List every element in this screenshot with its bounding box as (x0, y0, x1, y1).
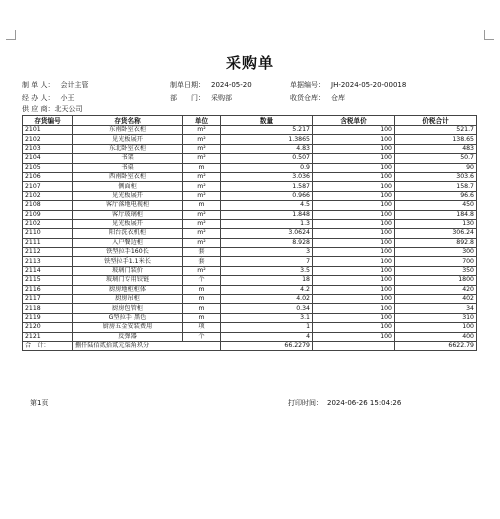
table-body (23, 126, 477, 342)
creator-field (22, 80, 88, 90)
handler-value: 小王 (60, 94, 75, 102)
item-unit-price: 100 (313, 144, 395, 153)
total-amount-in-words: 捌仟陆佰贰拾贰元柒角玖分 (73, 341, 221, 350)
item-quantity: 3.036 (221, 172, 313, 181)
page-number: 第1页 (30, 399, 49, 407)
item-name: 厨房包管柜 (73, 304, 183, 313)
item-quantity: 0.9 (221, 163, 313, 172)
item-name: 铁型拉手160长 (73, 248, 183, 257)
item-quantity: 4.02 (221, 295, 313, 304)
table-row (23, 219, 477, 228)
table-row (23, 285, 477, 294)
item-quantity: 4.2 (221, 285, 313, 294)
column-header: 单位 (183, 116, 221, 126)
item-unit-price: 100 (313, 295, 395, 304)
item-amount: 420 (395, 285, 477, 294)
item-quantity: 1.848 (221, 210, 313, 219)
item-amount: 400 (395, 332, 477, 341)
item-quantity: 3 (221, 248, 313, 257)
item-amount: 130 (395, 219, 477, 228)
item-unit-price: 100 (313, 172, 395, 181)
item-unit-price: 100 (313, 182, 395, 191)
total-label: 合 计： (23, 341, 73, 350)
item-code: 2111 (23, 238, 73, 247)
table-row (23, 210, 477, 219)
total-empty-cell (313, 341, 395, 350)
supplier-label: 供 应 商： (22, 105, 55, 113)
item-amount: 34 (395, 304, 477, 313)
item-unit: 套 (183, 248, 221, 257)
item-unit: m² (183, 229, 221, 238)
item-unit-price: 100 (313, 219, 395, 228)
date-field (170, 80, 252, 90)
item-amount: 50.7 (395, 154, 477, 163)
column-header: 数量 (221, 116, 313, 126)
item-unit: m² (183, 144, 221, 153)
item-name: 西南卧室衣柜 (73, 172, 183, 181)
item-unit-price: 100 (313, 285, 395, 294)
item-unit: m (183, 201, 221, 210)
item-code: 2104 (23, 154, 73, 163)
item-amount: 303.6 (395, 172, 477, 181)
item-quantity: 7 (221, 257, 313, 266)
item-unit-price: 100 (313, 229, 395, 238)
table-row (23, 229, 477, 238)
table-row (23, 172, 477, 181)
table-row (23, 182, 477, 191)
item-unit-price: 100 (313, 313, 395, 322)
item-code: 2108 (23, 201, 73, 210)
item-amount: 310 (395, 313, 477, 322)
item-unit: m² (183, 135, 221, 144)
item-quantity: 4.5 (221, 201, 313, 210)
page-corner-mark-right (484, 30, 494, 40)
table-total-row (23, 341, 477, 350)
item-name: 书架 (73, 154, 183, 163)
warehouse-label: 收货仓库： (290, 94, 325, 102)
total-amount: 6622.79 (395, 341, 477, 350)
item-amount: 90 (395, 163, 477, 172)
item-name: 玻璃门装价 (73, 266, 183, 275)
item-name: 玻璃门专用铰链 (73, 276, 183, 285)
item-unit: m (183, 313, 221, 322)
item-quantity: 8.928 (221, 238, 313, 247)
item-code: 2102 (23, 219, 73, 228)
item-amount: 450 (395, 201, 477, 210)
item-quantity: 0.507 (221, 154, 313, 163)
table-row (23, 126, 477, 135)
item-unit: 套 (183, 257, 221, 266)
supplier-value: 北天公司 (54, 105, 83, 113)
item-amount: 483 (395, 144, 477, 153)
handler-field (22, 93, 74, 103)
item-amount: 1800 (395, 276, 477, 285)
date-label: 制单日期： (170, 81, 205, 89)
table-row (23, 135, 477, 144)
item-code: 2113 (23, 257, 73, 266)
creator-value: 会计主管 (60, 81, 89, 89)
item-amount: 700 (395, 257, 477, 266)
print-time-field (288, 398, 401, 408)
item-quantity: 1.587 (221, 182, 313, 191)
item-name: 见光板展开 (73, 191, 183, 200)
item-unit-price: 100 (313, 135, 395, 144)
item-unit: m² (183, 126, 221, 135)
item-code: 2119 (23, 313, 73, 322)
total-quantity: 66.2279 (221, 341, 313, 350)
item-name: 侧面柜 (73, 182, 183, 191)
item-unit: m² (183, 219, 221, 228)
item-amount: 96.6 (395, 191, 477, 200)
item-amount: 184.8 (395, 210, 477, 219)
warehouse-field (290, 93, 345, 103)
table-row (23, 304, 477, 313)
item-quantity: 4.83 (221, 144, 313, 153)
item-quantity: 1.3 (221, 219, 313, 228)
item-unit: m² (183, 191, 221, 200)
item-unit-price: 100 (313, 248, 395, 257)
item-unit: m (183, 295, 221, 304)
item-unit-price: 100 (313, 210, 395, 219)
handler-label: 经 办 人： (22, 94, 55, 102)
item-code: 2107 (23, 182, 73, 191)
item-code: 2112 (23, 248, 73, 257)
warehouse-value: 仓库 (331, 94, 345, 102)
item-name: 客厅玻璃柜 (73, 210, 183, 219)
item-unit: m² (183, 266, 221, 275)
purchase-items-table (22, 115, 477, 351)
item-code: 2115 (23, 276, 73, 285)
table-row (23, 191, 477, 200)
item-code: 2102 (23, 191, 73, 200)
table-row (23, 144, 477, 153)
item-unit: m² (183, 154, 221, 163)
item-name: 入户餐边柜 (73, 238, 183, 247)
item-amount: 158.7 (395, 182, 477, 191)
item-quantity: 0.966 (221, 191, 313, 200)
item-name: 厨房地柜柜体 (73, 285, 183, 294)
item-code: 2114 (23, 266, 73, 275)
item-code: 2106 (23, 172, 73, 181)
item-name: 厨房五金安装费用 (73, 323, 183, 332)
item-amount: 300 (395, 248, 477, 257)
item-quantity: 5.217 (221, 126, 313, 135)
creator-label: 制 单 人： (22, 81, 55, 89)
item-quantity: 3.0624 (221, 229, 313, 238)
item-unit: 项 (183, 323, 221, 332)
item-unit: 个 (183, 332, 221, 341)
item-name: 反弹器 (73, 332, 183, 341)
table-row (23, 332, 477, 341)
item-quantity: 1 (221, 323, 313, 332)
item-code: 2118 (23, 304, 73, 313)
item-unit-price: 100 (313, 126, 395, 135)
item-code: 2103 (23, 144, 73, 153)
item-unit-price: 100 (313, 201, 395, 210)
table-row (23, 257, 477, 266)
table-row (23, 238, 477, 247)
item-code: 2117 (23, 295, 73, 304)
item-unit: m² (183, 210, 221, 219)
item-unit-price: 100 (313, 266, 395, 275)
item-quantity: 18 (221, 276, 313, 285)
table-row (23, 163, 477, 172)
item-unit: m (183, 304, 221, 313)
item-code: 2116 (23, 285, 73, 294)
dept-value: 采购部 (211, 94, 232, 102)
column-header: 存货编号 (23, 116, 73, 126)
item-unit-price: 100 (313, 163, 395, 172)
supplier-field (22, 104, 82, 114)
item-quantity: 0.34 (221, 304, 313, 313)
column-header: 存货名称 (73, 116, 183, 126)
item-code: 2105 (23, 163, 73, 172)
doc-no-label: 单据编号： (290, 81, 325, 89)
item-code: 2101 (23, 126, 73, 135)
item-unit-price: 100 (313, 191, 395, 200)
item-name: G型拉手 黑色 (73, 313, 183, 322)
item-amount: 521.7 (395, 126, 477, 135)
item-unit: m (183, 163, 221, 172)
item-name: 阳台洗衣机柜 (73, 229, 183, 238)
item-quantity: 4 (221, 332, 313, 341)
print-time-label: 打印时间： (288, 399, 323, 407)
item-unit-price: 100 (313, 276, 395, 285)
doc-no-field (290, 80, 406, 90)
item-name: 客厅落地电视柜 (73, 201, 183, 210)
print-time-value: 2024-06-26 15:04:26 (327, 399, 402, 407)
table-row (23, 248, 477, 257)
dept-field (170, 93, 232, 103)
item-code: 2120 (23, 323, 73, 332)
date-value: 2024-05-20 (211, 81, 252, 89)
item-amount: 402 (395, 295, 477, 304)
item-unit-price: 100 (313, 238, 395, 247)
table-row (23, 313, 477, 322)
item-quantity: 3.1 (221, 313, 313, 322)
table-row (23, 266, 477, 275)
item-amount: 306.24 (395, 229, 477, 238)
item-code: 2121 (23, 332, 73, 341)
item-code: 2109 (23, 210, 73, 219)
item-name: 厨房吊柜 (73, 295, 183, 304)
item-amount: 892.8 (395, 238, 477, 247)
table-row (23, 154, 477, 163)
column-header: 含税单价 (313, 116, 395, 126)
item-unit: m (183, 285, 221, 294)
item-code: 2102 (23, 135, 73, 144)
item-name: 东南卧室衣柜 (73, 126, 183, 135)
item-quantity: 3.5 (221, 266, 313, 275)
item-name: 东北卧室衣柜 (73, 144, 183, 153)
item-unit-price: 100 (313, 323, 395, 332)
item-name: 铁型拉手1.1米长 (73, 257, 183, 266)
item-unit-price: 100 (313, 257, 395, 266)
item-amount: 100 (395, 323, 477, 332)
item-unit: m² (183, 238, 221, 247)
item-name: 书桌 (73, 163, 183, 172)
item-unit: m² (183, 182, 221, 191)
item-amount: 350 (395, 266, 477, 275)
page-title: 采购单 (225, 54, 274, 72)
table-row (23, 201, 477, 210)
column-header: 价税合计 (395, 116, 477, 126)
item-quantity: 1.3865 (221, 135, 313, 144)
item-amount: 138.65 (395, 135, 477, 144)
item-name: 见光板展开 (73, 135, 183, 144)
item-unit-price: 100 (313, 332, 395, 341)
table-row (23, 323, 477, 332)
item-unit-price: 100 (313, 154, 395, 163)
item-unit-price: 100 (313, 304, 395, 313)
table-header-row (23, 116, 477, 126)
table-row (23, 276, 477, 285)
dept-label: 部 门： (170, 94, 205, 102)
item-name: 见光板展开 (73, 219, 183, 228)
table-row (23, 295, 477, 304)
item-code: 2110 (23, 229, 73, 238)
doc-no-value: JH-2024-05-20-00018 (331, 81, 407, 89)
page-corner-mark-left (6, 30, 16, 40)
item-unit: m² (183, 172, 221, 181)
item-unit: 个 (183, 276, 221, 285)
